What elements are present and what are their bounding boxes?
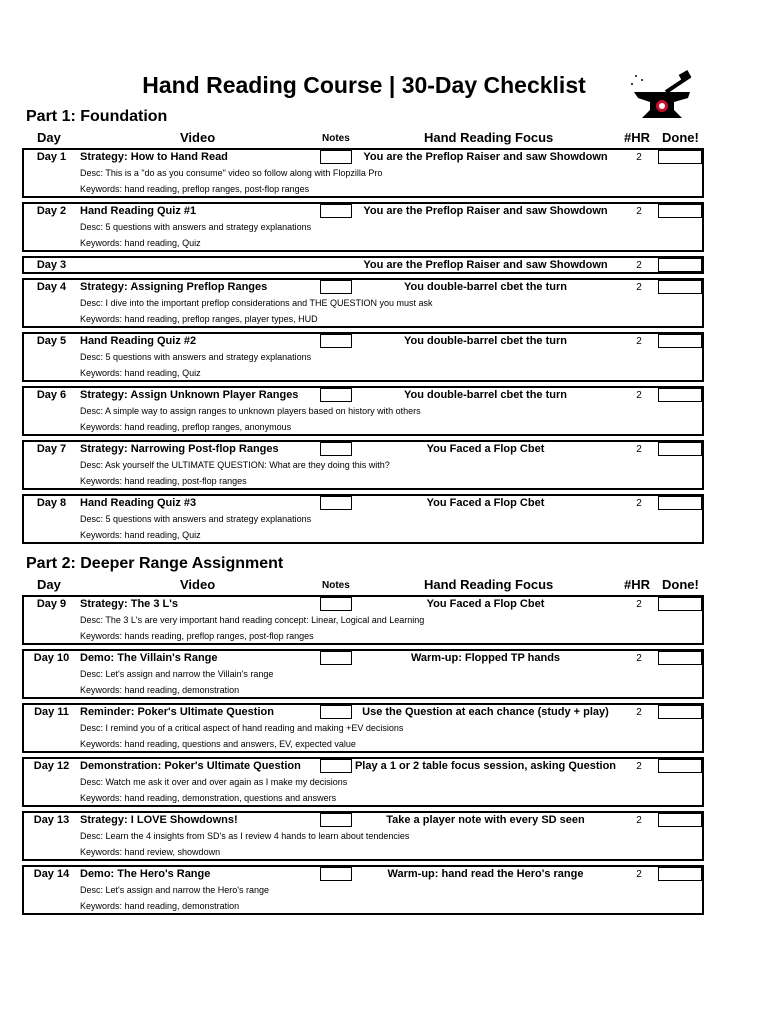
notes-checkbox[interactable] (320, 334, 352, 348)
checklist-row (22, 703, 704, 753)
hand-reading-focus: You double-barrel cbet the turn (404, 335, 567, 347)
notes-checkbox[interactable] (320, 867, 352, 881)
video-keywords: Keywords: hand review, showdown (80, 847, 221, 857)
checklist-row (22, 811, 704, 861)
day-label: Day 4 (36, 281, 67, 293)
video-description: Desc: Let's assign and narrow the Villain's range (80, 669, 274, 679)
day-label: Day 6 (36, 389, 67, 401)
video-description: Desc: I dive into the important preflop considerations and THE QUESTION you must ask (80, 298, 433, 308)
checklist-row (22, 202, 704, 252)
notes-checkbox[interactable] (320, 651, 352, 665)
video-keywords: Keywords: hand reading, preflop ranges, anonymous (80, 422, 292, 432)
hr-count: 2 (636, 444, 642, 455)
hr-count: 2 (636, 498, 642, 509)
header-notes: Notes (322, 133, 350, 144)
video-keywords: Keywords: hand reading, post-flop ranges (80, 476, 247, 486)
hand-reading-focus: You are the Preflop Raiser and saw Showdown (363, 151, 608, 163)
done-checkbox[interactable] (658, 334, 702, 348)
hr-count: 2 (636, 206, 642, 217)
done-checkbox[interactable] (658, 705, 702, 719)
video-keywords: Keywords: hand reading, Quiz (80, 530, 201, 540)
video-description: Desc: This is a "do as you consume" video so follow along with Flopzilla Pro (80, 168, 383, 178)
video-title: Demo: The Hero's Range (80, 868, 211, 880)
day-label: Day 9 (36, 598, 67, 610)
day-label: Day 1 (36, 151, 67, 163)
checklist-row (22, 865, 704, 915)
header-video: Video (180, 577, 216, 592)
page-title: Hand Reading Course | 30-Day Checklist (142, 72, 586, 98)
checklist-row (22, 148, 704, 198)
video-keywords: Keywords: hand reading, preflop ranges, player types, HUD (80, 314, 318, 324)
header-focus: Hand Reading Focus (424, 130, 554, 145)
done-checkbox[interactable] (658, 813, 702, 827)
checklist-row (22, 595, 704, 645)
day-label: Day 5 (36, 335, 67, 347)
hr-count: 2 (636, 282, 642, 293)
notes-checkbox[interactable] (320, 388, 352, 402)
hr-count: 2 (636, 260, 642, 271)
video-description: Desc: 5 questions with answers and strategy explanations (80, 222, 312, 232)
hr-count: 2 (636, 707, 642, 718)
video-description: Desc: 5 questions with answers and strategy explanations (80, 352, 312, 362)
notes-checkbox[interactable] (320, 280, 352, 294)
video-description: Desc: Watch me ask it over and over again as I make my decisions (80, 777, 348, 787)
hand-reading-focus: Play a 1 or 2 table focus session, asking Question (354, 760, 617, 772)
done-checkbox[interactable] (658, 280, 702, 294)
video-title: Strategy: Assign Unknown Player Ranges (80, 389, 299, 401)
video-description: Desc: 5 questions with answers and strategy explanations (80, 514, 312, 524)
day-label: Day 7 (36, 443, 67, 455)
video-title: Strategy: Assigning Preflop Ranges (80, 281, 268, 293)
video-title: Demonstration: Poker's Ultimate Question (80, 760, 301, 772)
video-title: Reminder: Poker's Ultimate Question (80, 706, 274, 718)
hand-reading-focus: You are the Preflop Raiser and saw Showdown (363, 205, 608, 217)
checklist-row (22, 386, 704, 436)
notes-checkbox[interactable] (320, 150, 352, 164)
header-video: Video (180, 130, 216, 145)
day-label: Day 11 (34, 706, 69, 718)
notes-checkbox[interactable] (320, 705, 352, 719)
header-done: Done! (662, 130, 699, 145)
hr-count: 2 (636, 869, 642, 880)
checklist-row (22, 332, 704, 382)
anvil-logo-icon (628, 70, 698, 124)
done-checkbox[interactable] (658, 496, 702, 510)
header-hr: #HR (624, 130, 651, 145)
hr-count: 2 (636, 653, 642, 664)
day-label: Day 2 (36, 205, 67, 217)
video-description: Desc: Let's assign and narrow the Hero's range (80, 885, 270, 895)
video-keywords: Keywords: hand reading, questions and answers, EV, expected value (80, 739, 356, 749)
video-keywords: Keywords: hand reading, preflop ranges, post-flop ranges (80, 184, 310, 194)
hr-count: 2 (636, 390, 642, 401)
done-checkbox[interactable] (658, 388, 702, 402)
notes-checkbox[interactable] (320, 597, 352, 611)
header-notes: Notes (322, 580, 350, 591)
day-label: Day 10 (33, 652, 70, 664)
hr-count: 2 (636, 152, 642, 163)
hand-reading-focus: You Faced a Flop Cbet (426, 598, 545, 610)
done-checkbox[interactable] (658, 204, 702, 218)
video-keywords: Keywords: hands reading, preflop ranges, post-flop ranges (80, 631, 314, 641)
done-checkbox[interactable] (658, 651, 702, 665)
notes-checkbox[interactable] (320, 759, 352, 773)
checklist-row (22, 256, 704, 274)
video-title: Strategy: The 3 L's (80, 598, 178, 610)
day-label: Day 12 (33, 760, 70, 772)
done-checkbox[interactable] (658, 759, 702, 773)
video-title: Demo: The Villain's Range (80, 652, 218, 664)
hr-count: 2 (636, 761, 642, 772)
video-title: Hand Reading Quiz #3 (80, 497, 197, 509)
video-title: Hand Reading Quiz #2 (80, 335, 197, 347)
video-title: Strategy: I LOVE Showdowns! (80, 814, 238, 826)
video-description: Desc: I remind you of a critical aspect of hand reading and making +EV decisions (80, 723, 404, 733)
hand-reading-focus: You Faced a Flop Cbet (426, 443, 545, 455)
done-checkbox[interactable] (658, 597, 702, 611)
video-keywords: Keywords: hand reading, Quiz (80, 238, 201, 248)
header-done: Done! (662, 577, 699, 592)
video-description: Desc: Ask yourself the ULTIMATE QUESTION: What are they doing this with? (80, 460, 390, 470)
checklist-row (22, 278, 704, 328)
hand-reading-focus: Warm-up: Flopped TP hands (410, 652, 561, 664)
hand-reading-focus: You Faced a Flop Cbet (426, 497, 545, 509)
done-checkbox[interactable] (658, 150, 702, 164)
section-title: Part 1: Foundation (26, 108, 168, 125)
video-keywords: Keywords: hand reading, demonstration, questions and answers (80, 793, 337, 803)
video-title: Hand Reading Quiz #1 (80, 205, 197, 217)
hand-reading-focus: Warm-up: hand read the Hero's range (387, 868, 584, 880)
hr-count: 2 (636, 599, 642, 610)
header-day: Day (37, 130, 61, 145)
video-keywords: Keywords: hand reading, demonstration (80, 901, 240, 911)
header-focus: Hand Reading Focus (424, 577, 554, 592)
section-title: Part 2: Deeper Range Assignment (26, 555, 284, 572)
header-hr: #HR (624, 577, 651, 592)
video-keywords: Keywords: hand reading, demonstration (80, 685, 240, 695)
hand-reading-focus: You double-barrel cbet the turn (404, 389, 567, 401)
video-title: Strategy: Narrowing Post-flop Ranges (80, 443, 279, 455)
done-checkbox[interactable] (658, 258, 702, 272)
hand-reading-focus: You are the Preflop Raiser and saw Showdown (363, 259, 608, 271)
checklist-row (22, 757, 704, 807)
notes-checkbox[interactable] (320, 442, 352, 456)
day-label: Day 8 (36, 497, 67, 509)
notes-checkbox[interactable] (320, 813, 352, 827)
header-day: Day (37, 577, 61, 592)
video-title: Strategy: How to Hand Read (80, 151, 228, 163)
hr-count: 2 (636, 336, 642, 347)
day-label: Day 13 (33, 814, 70, 826)
hand-reading-focus: Use the Question at each chance (study + play) (362, 706, 609, 718)
video-description: Desc: The 3 L's are very important hand reading concept: Linear, Logical and Learning (80, 615, 425, 625)
video-keywords: Keywords: hand reading, Quiz (80, 368, 201, 378)
checklist-row (22, 494, 704, 544)
done-checkbox[interactable] (658, 867, 702, 881)
video-description: Desc: A simple way to assign ranges to unknown players based on history with others (80, 406, 421, 416)
hr-count: 2 (636, 815, 642, 826)
hand-reading-focus: Take a player note with every SD seen (386, 814, 585, 826)
hand-reading-focus: You double-barrel cbet the turn (404, 281, 567, 293)
checklist-row (22, 649, 704, 699)
done-checkbox[interactable] (658, 442, 702, 456)
day-label: Day 14 (33, 868, 70, 880)
checklist-row (22, 440, 704, 490)
notes-checkbox[interactable] (320, 204, 352, 218)
video-description: Desc: Learn the 4 insights from SD's as I review 4 hands to learn about tendencies (80, 831, 410, 841)
notes-checkbox[interactable] (320, 496, 352, 510)
day-label: Day 3 (36, 259, 67, 271)
